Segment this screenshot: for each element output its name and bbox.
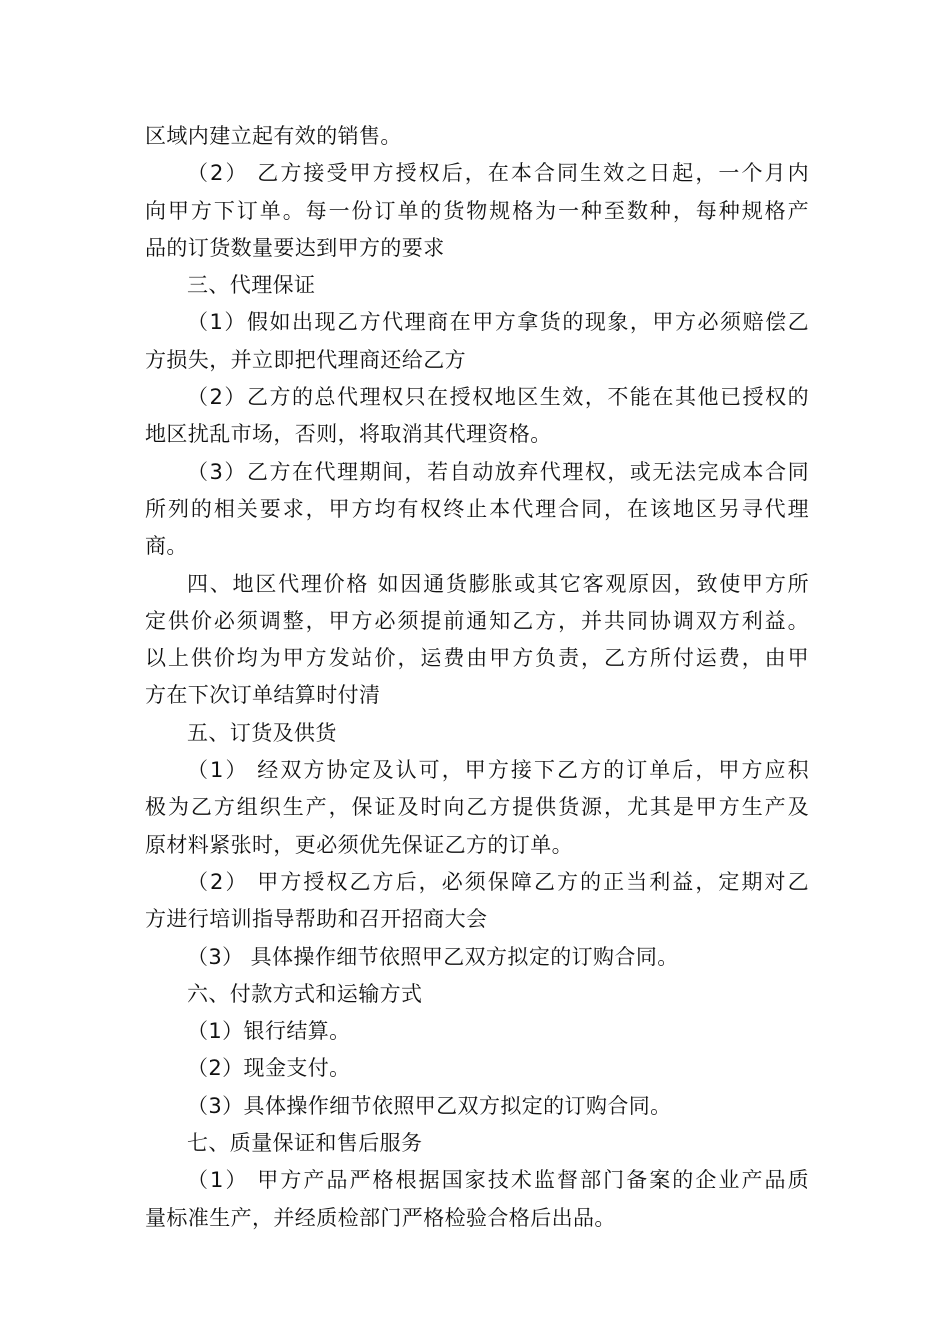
text-line: （3） 具体操作细节依照甲乙双方拟定的订购合同。 [187,944,679,969]
text-line: （1） 甲方产品严格根据国家技术监督部门备案的企业产品质 [187,1168,809,1193]
text-line: 定供价必须调整，甲方必须提前通知乙方，并共同协调双方利益。 [145,608,809,633]
text-line: 原材料紧张时，更必须优先保证乙方的订单。 [145,832,573,857]
text-line: 六、付款方式和运输方式 [187,981,423,1006]
text-line: 方损失，并立即把代理商还给乙方 [145,347,466,372]
text-line: 方在下次订单结算时付清 [145,683,381,708]
text-line: （1）假如出现乙方代理商在甲方拿货的现象，甲方必须赔偿乙 [187,310,809,335]
text-line: 区域内建立起有效的销售。 [145,124,402,148]
text-line: 以上供价均为甲方发站价，运费由甲方负责，乙方所付运费，由甲 [145,646,809,671]
text-line: 三、代理保证 [187,273,316,298]
text-line: 商。 [145,534,188,559]
text-line: （1） 经双方协定及认可，甲方接下乙方的订单后，甲方应积 [187,758,809,783]
text-line: 地区扰乱市场，否则，将取消其代理资格。 [145,422,552,447]
text-line: （2） 乙方接受甲方授权后，在本合同生效之日起，一个月内 [187,161,809,186]
text-line: 品的订货数量要达到甲方的要求 [145,235,445,260]
text-line: 极为乙方组织生产，保证及时向乙方提供货源，尤其是甲方生产及 [145,795,809,820]
text-line: 方进行培训指导帮助和召开招商大会 [145,907,488,932]
text-line: （2）乙方的总代理权只在授权地区生效，不能在其他已授权的 [187,385,809,410]
text-line: 量标准生产，并经质检部门严格检验合格后出品。 [145,1205,616,1230]
text-line: 向甲方下订单。每一份订单的货物规格为一种至数种，每种规格产 [145,198,809,223]
text-line: （3）具体操作细节依照甲乙双方拟定的订购合同。 [187,1093,672,1118]
text-line: 所列的相关要求，甲方均有权终止本代理合同，在该地区另寻代理 [145,496,809,521]
document-body [145,118,809,1237]
text-line: （2） 甲方授权乙方后，必须保障乙方的正当利益，定期对乙 [187,869,809,894]
text-line: 五、订货及供货 [187,720,337,745]
text-line: 四、地区代理价格 如因通货膨胀或其它客观原因，致使甲方所 [187,571,809,596]
text-line: （3）乙方在代理期间，若自动放弃代理权，或无法完成本合同 [187,459,809,484]
text-line: （2）现金支付。 [187,1056,351,1081]
text-line: 七、质量保证和售后服务 [187,1131,423,1156]
text-line: （1）银行结算。 [187,1019,351,1044]
